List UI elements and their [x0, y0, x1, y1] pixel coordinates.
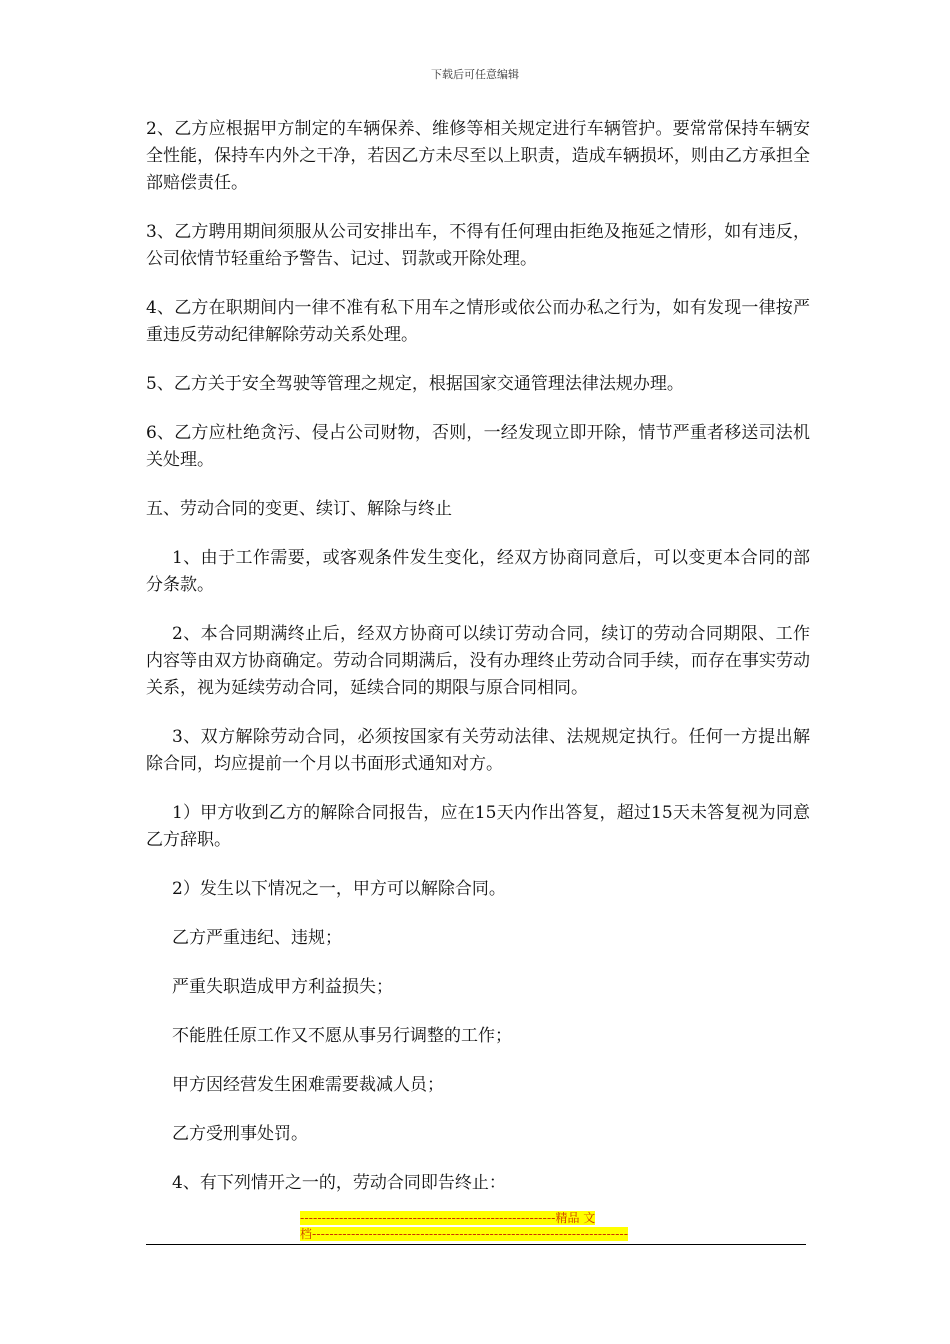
clause-5: 5、乙方关于安全驾驶等管理之规定，根据国家交通管理法律法规办理。	[146, 374, 684, 394]
clause-2: 2、乙方应根据甲方制定的车辆保养、维修等相关规定进行车辆管护。要常常保持车辆安全性能，保持车内外之干净，若因乙方未尽至以上职责，造成车辆损坏，则由乙方承担全部赔偿责任。	[146, 119, 810, 193]
termination-reason-4: 甲方因经营发生困难需要裁减人员；	[172, 1075, 444, 1095]
termination-reason-1: 乙方严重违纪、违规；	[172, 928, 342, 948]
footer-line-2: 档-------------------------------------------------------------------------	[300, 1227, 629, 1241]
termination-reason-3: 不能胜任原工作又不愿从事另行调整的工作；	[172, 1026, 512, 1046]
document-body	[146, 116, 810, 1219]
clause-6: 6、乙方应杜绝贪污、侵占公司财物，否则，一经发现立即开除，情节严重者移送司法机关处理。	[146, 423, 810, 470]
footer-rule	[146, 1244, 806, 1245]
section5-item-2: 2、本合同期满终止后，经双方协商可以续订劳动合同，续订的劳动合同期限、工作内容等由双方协商确定。劳动合同期满后，没有办理终止劳动合同手续，而存在事实劳动关系，视为延续劳动合同，延续合同的期限与原合同相同。	[146, 624, 810, 698]
clause-4: 4、乙方在职期间内一律不准有私下用车之情形或依公而办私之行为，如有发现一律按严重违反劳动纪律解除劳动关系处理。	[146, 298, 810, 345]
section5-subitem-1: 1）甲方收到乙方的解除合同报告，应在15天内作出答复，超过15天未答复视为同意乙方辞职。	[146, 803, 810, 850]
section5-item-1: 1、由于工作需要，或客观条件发生变化，经双方协商同意后，可以变更本合同的部分条款。	[146, 548, 810, 595]
clause-3: 3、乙方聘用期间须服从公司安排出车，不得有任何理由拒绝及拖延之情形，如有违反，公司依情节轻重给予警告、记过、罚款或开除处理。	[146, 222, 810, 269]
footer-line-1: -----------------------------------------------------------精品 文	[300, 1211, 596, 1225]
section-heading-5: 五、劳动合同的变更、续订、解除与终止	[146, 499, 452, 519]
section5-subitem-2: 2）发生以下情况之一，甲方可以解除合同。	[172, 879, 506, 899]
termination-reason-2: 严重失职造成甲方利益损失；	[172, 977, 393, 997]
section5-item-3: 3、双方解除劳动合同，必须按国家有关劳动法律、法规规定执行。任何一方提出解除合同，均应提前一个月以书面形式通知对方。	[146, 727, 810, 774]
footer-watermark	[300, 1210, 650, 1242]
section5-item-4: 4、有下列情开之一的，劳动合同即告终止：	[172, 1173, 506, 1193]
page-header: 下载后可任意编辑	[431, 68, 519, 81]
termination-reason-5: 乙方受刑事处罚。	[172, 1124, 308, 1144]
